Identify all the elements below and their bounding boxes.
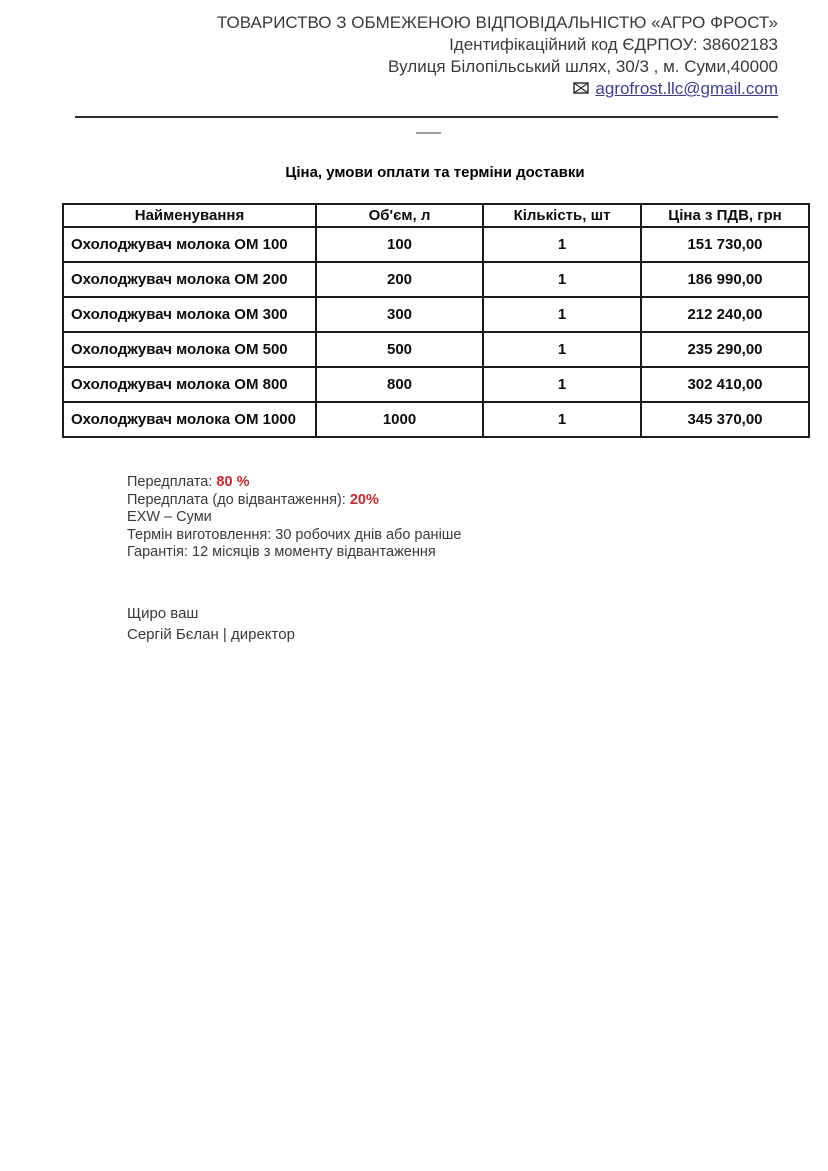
prepayment2-value: 20% <box>349 491 379 508</box>
section-title: Ціна, умови оплати та терміни доставки <box>285 164 585 181</box>
signature-closing: Щиро ваш <box>127 605 199 622</box>
product-quantity: 1 <box>483 367 641 402</box>
product-price: 186 990,00 <box>641 262 809 297</box>
col-header-name: Найменування <box>63 204 316 227</box>
product-quantity: 1 <box>483 262 641 297</box>
product-volume: 100 <box>316 227 483 262</box>
production-time-line: Термін виготовлення: 30 робочих днів або раніше <box>127 526 462 543</box>
prepayment-line <box>127 474 461 492</box>
table-row <box>63 262 809 297</box>
prepayment2-line <box>127 492 461 510</box>
col-header-volume: Об'єм, л <box>316 204 483 227</box>
prepayment-label: Передплата: <box>127 474 217 490</box>
product-name: Охолоджувач молока ОМ 100 <box>63 227 316 262</box>
product-name: Охолоджувач молока ОМ 800 <box>63 367 316 402</box>
price-table <box>62 203 810 438</box>
signature-block <box>127 603 295 645</box>
col-header-quantity: Кількість, шт <box>483 204 641 227</box>
table-row <box>63 367 809 402</box>
product-name: Охолоджувач молока ОМ 1000 <box>63 402 316 437</box>
envelope-icon <box>573 78 589 100</box>
prepayment-value: 80 % <box>216 474 250 490</box>
company-address: Вулиця Білопільський шлях, 30/3 , м. Суми,40000 <box>388 57 778 76</box>
product-quantity: 1 <box>483 227 641 262</box>
product-volume: 800 <box>316 367 483 402</box>
page-dash <box>416 132 441 134</box>
terms-block <box>127 474 461 562</box>
product-price: 212 240,00 <box>641 297 809 332</box>
company-name: ТОВАРИСТВО З ОБМЕЖЕНОЮ ВІДПОВІДАЛЬНІСТЮ «АГРО ФРОСТ» <box>216 13 778 32</box>
table-row <box>63 332 809 367</box>
product-volume: 1000 <box>316 402 483 437</box>
table-row <box>63 297 809 332</box>
product-quantity: 1 <box>483 402 641 437</box>
product-price: 235 290,00 <box>641 332 809 367</box>
company-id-code: Ідентифікаційний код ЄДРПОУ: 38602183 <box>449 35 778 54</box>
product-name: Охолоджувач молока ОМ 500 <box>63 332 316 367</box>
product-volume: 200 <box>316 262 483 297</box>
product-quantity: 1 <box>483 297 641 332</box>
product-quantity: 1 <box>483 332 641 367</box>
prepayment2-label: Передплата (до відвантаження): <box>127 491 350 508</box>
letterhead <box>217 12 778 100</box>
product-name: Охолоджувач молока ОМ 300 <box>63 297 316 332</box>
table-header-row <box>63 204 809 227</box>
product-price: 151 730,00 <box>641 227 809 262</box>
horizontal-rule <box>75 116 778 118</box>
product-price: 345 370,00 <box>641 402 809 437</box>
email-link[interactable]: agrofrost.llc@gmail.com <box>595 79 778 98</box>
table-row <box>63 227 809 262</box>
signature-name-title: Сергій Бєлан | директор <box>127 626 295 643</box>
col-header-price: Ціна з ПДВ, грн <box>641 204 809 227</box>
warranty-line: Гарантія: 12 місяців з моменту відвантаження <box>127 544 436 561</box>
incoterms-line: EXW – Суми <box>127 509 212 526</box>
product-volume: 500 <box>316 332 483 367</box>
product-name: Охолоджувач молока ОМ 200 <box>63 262 316 297</box>
email-line <box>217 78 778 100</box>
product-price: 302 410,00 <box>641 367 809 402</box>
product-volume: 300 <box>316 297 483 332</box>
table-row <box>63 402 809 437</box>
